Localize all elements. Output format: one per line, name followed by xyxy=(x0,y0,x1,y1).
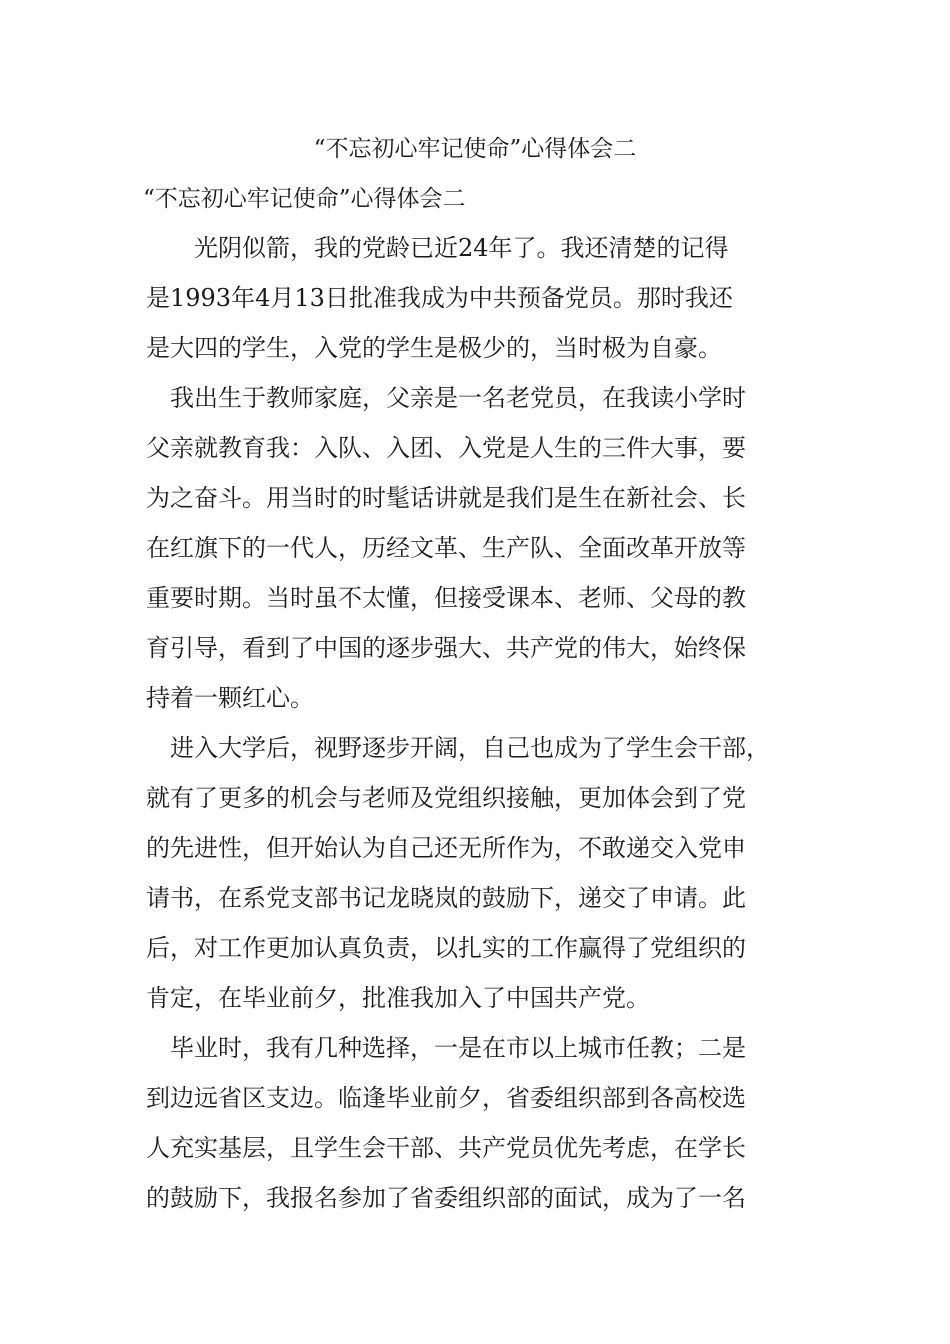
text-line: 是1993年4月13日批准我成为中共预备党员。那时我还 xyxy=(146,284,733,312)
text-line: 肯定，在毕业前夕，批准我加入了中国共产党。 xyxy=(146,984,650,1012)
text-line: 后，对工作更加认真负责，以扎实的工作赢得了党组织的 xyxy=(146,934,746,962)
text-line: 光阴似箭，我的党龄已近24年了。我还清楚的记得 xyxy=(146,234,729,262)
document-title: “不忘初心牢记使命”心得体会二 xyxy=(313,136,637,162)
text-line: 重要时期。当时虽不太懂，但接受课本、老师、父母的教 xyxy=(146,584,746,612)
text-line: 进入大学后，视野逐步开阔，自己也成为了学生会干部， xyxy=(146,734,770,762)
text-line: 在红旗下的一代人，历经文革、生产队、全面改革开放等 xyxy=(146,534,746,562)
text-line: 我出生于教师家庭，父亲是一名老党员，在我读小学时 xyxy=(146,384,746,412)
text-line: 为之奋斗。用当时的时髦话讲就是我们是生在新社会、长 xyxy=(146,484,746,512)
text-line: 就有了更多的机会与老师及党组织接触，更加体会到了党 xyxy=(146,784,746,812)
document-subtitle: “不忘初心牢记使命”心得体会二 xyxy=(143,186,466,212)
text-line: 是大四的学生，入党的学生是极少的，当时极为自豪。 xyxy=(146,334,722,362)
text-line: 到边远省区支边。临逢毕业前夕，省委组织部到各高校选 xyxy=(146,1084,746,1112)
text-line: 的先进性，但开始认为自己还无所作为，不敢递交入党申 xyxy=(146,834,746,862)
text-line: 育引导，看到了中国的逐步强大、共产党的伟大，始终保 xyxy=(146,634,746,662)
text-line: 请书，在系党支部书记龙晓岚的鼓励下，递交了申请。此 xyxy=(146,884,746,912)
text-line: 毕业时，我有几种选择，一是在市以上城市任教；二是 xyxy=(146,1034,746,1062)
text-line: 的鼓励下，我报名参加了省委组织部的面试，成为了一名 xyxy=(146,1184,746,1212)
text-line: 持着一颗红心。 xyxy=(146,684,314,712)
text-line: 人充实基层，且学生会干部、共产党员优先考虑，在学长 xyxy=(146,1134,746,1162)
text-line: 父亲就教育我：入队、入团、入党是人生的三件大事，要 xyxy=(146,434,746,462)
